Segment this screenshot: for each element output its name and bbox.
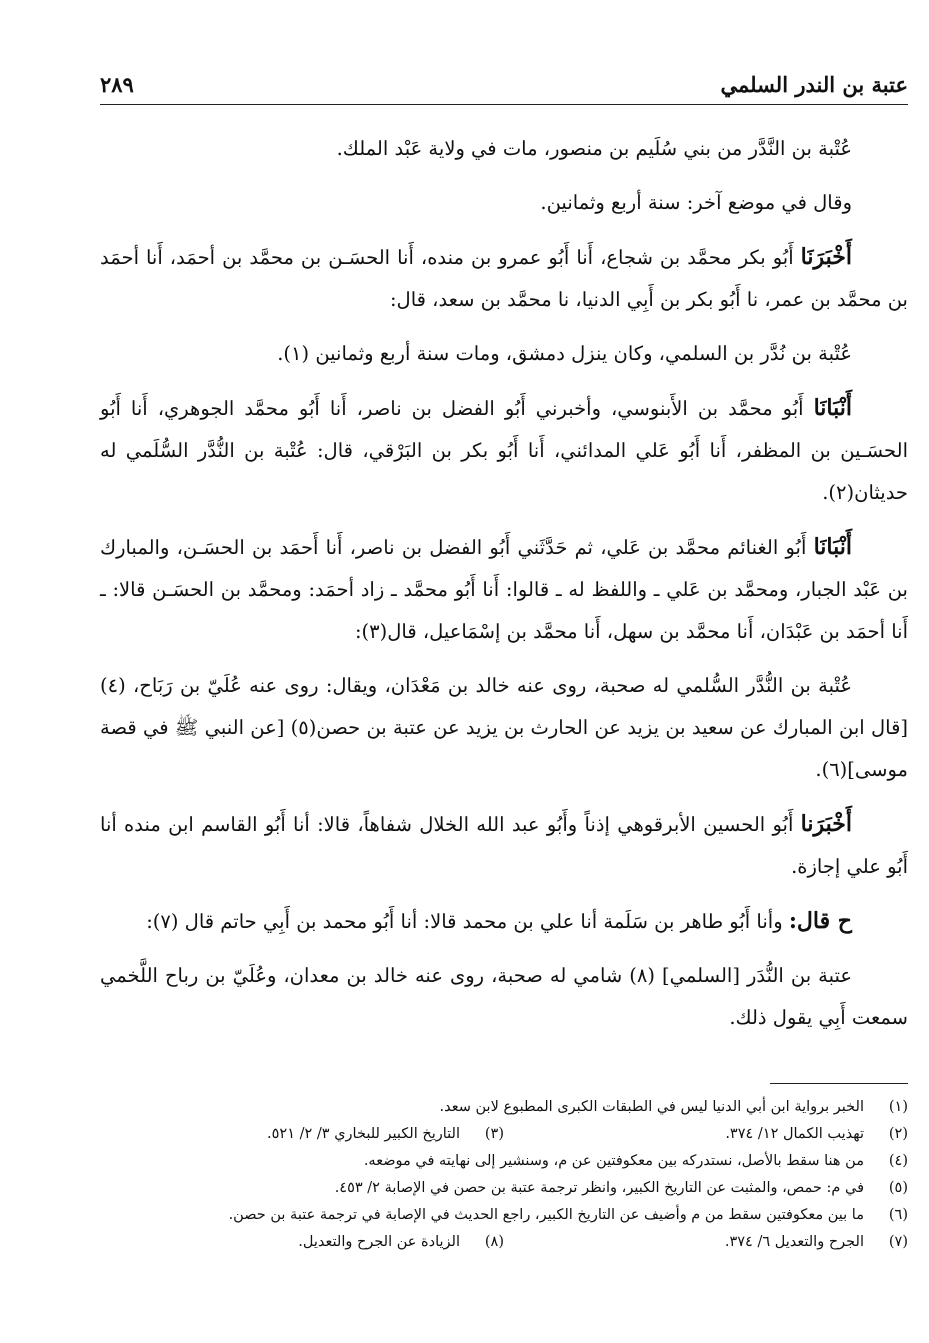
isnad-paragraph	[100, 387, 908, 514]
isnad-paragraph	[100, 900, 908, 943]
footnote-number: (٢)	[888, 1126, 908, 1142]
footnote-number: (١)	[888, 1099, 908, 1115]
footnote-text: ما بين معكوفتين سقط من م وأضيف عن التاريخ الكبير، راجع الحديث في الإصابة في ترجمة عتبة بن حصن.	[228, 1207, 864, 1223]
lead-word: أَخْبَرَنَا	[800, 244, 852, 270]
footnote-text: الزيادة عن الجرح والتعديل.	[298, 1234, 460, 1250]
paragraph	[100, 128, 908, 170]
footnote-text: الخبر برواية ابن أبي الدنيا ليس في الطبقات الكبرى المطبوع لابن سعد.	[439, 1099, 864, 1115]
isnad-paragraph	[100, 236, 908, 321]
paragraph-text: عُتْبة بن النُّدَّر السُّلمي له صحبة، روى عنه خالد بن مَعْدَان، ويقال: روى عنه عُلَيّ بن رَبَاح، (٤) [قال ابن المبارك عن سعيد بن يزيد عن الحارث بن يزيد عن عتبة بن حصن(٥) [عن النبي ﷺ في قصة موسى](٦).	[100, 674, 908, 781]
paragraph-text: أَبُو محمَّد بن الأَبنوسي، وأخبرني أَبُو الفضل بن ناصر، أَنا أَبُو محمَّد الجوهري، أَنا أَبُو الحسَـين بن المظفر، أَنا أَبُو عَلي المدائني، أَنا أَبُو بكر بن البَرْقي، قال: عُتْبة بن النُّدَّر السُّلَمي له حديثان(٢).	[100, 397, 908, 504]
footnote-text: في م: حمص، والمثبت عن التاريخ الكبير، وانظر ترجمة عتبة بن حصن في الإصابة ٢/ ٤٥٣.	[334, 1180, 864, 1196]
footnote-divider	[770, 1083, 908, 1084]
footnote	[504, 1121, 908, 1148]
footnote-text: من هنا سقط بالأصل، نستدركه بين معكوفتين عن م، وسنشير إلى نهايته في موضعه.	[363, 1153, 864, 1169]
paragraph-text: أَبُو الغنائم محمَّد بن عَلي، ثم حَدَّثَني أَبُو الفضل بن ناصر، أَنا أَحمَد بن الحسَـن، والمبارك بن عَبْد الجبار، ومحمَّد بن عَلي ـ واللفظ له ـ قالوا: أَنا أَبُو محمَّد ـ زاد أحمَد: ومحمَّد بن الحسَـن قالا: ـ أَنا أحمَد بن عَبْدَان، أَنا محمَّد بن سهل، أَنا محمَّد بن إسْمَاعيل، قال(٣):	[100, 536, 908, 643]
footnote	[100, 1202, 908, 1229]
footnote-row	[100, 1229, 908, 1256]
footnote-number: (٣)	[484, 1126, 504, 1142]
footnote	[100, 1229, 504, 1256]
paragraph	[100, 333, 908, 375]
paragraph-text: وأنا أَبُو طاهر بن سَلَمة أنا علي بن محمد قالا: أنا أَبُو محمد بن أَبِي حاتم قال (٧):	[146, 910, 789, 933]
footnote-number: (٧)	[888, 1234, 908, 1250]
paragraph-text: أَبُو بكر محمَّد بن شجاع، أَنا أَبُو عمرو بن منده، أَنا الحسَـن بن محمَّد بن أحمَد، أَنا أحمَد بن محمَّد بن عمر، نا أَبُو بكر بن أَبِي الدنيا، نا محمَّد بن سعد، قال:	[100, 246, 908, 311]
paragraph	[100, 665, 908, 791]
footnote-number: (٦)	[888, 1207, 908, 1223]
footnote	[100, 1094, 908, 1121]
page-header	[100, 64, 908, 104]
lead-word: أَخْبَرَنا	[800, 811, 852, 837]
running-title: عتبة بن الندر السلمي	[720, 72, 908, 97]
lead-word: أَنْبَانَا	[813, 395, 852, 421]
footnotes	[100, 1094, 908, 1256]
footnote-number: (٤)	[888, 1153, 908, 1169]
paragraph-text: عُتْبة بن نُدَّر بن السلمي، وكان ينزل دمشق، ومات سنة أربع وثمانين (١).	[277, 342, 852, 365]
isnad-paragraph	[100, 803, 908, 888]
lead-word: أَنْبَانَا	[813, 534, 852, 560]
main-text	[100, 128, 908, 1051]
paragraph-text: أَبُو الحسين الأبرقوهي إذناً وأَبُو عبد الله الخلال شفاهاً، قالا: أنا أَبُو القاسم ابن منده أنا أَبُو علي إجازة.	[100, 813, 908, 878]
footnote	[100, 1175, 908, 1202]
footnote-number: (٨)	[484, 1234, 504, 1250]
footnote	[504, 1229, 908, 1256]
footnote-row	[100, 1121, 908, 1148]
paragraph-text: عُتْبة بن النَّدَّر من بني سُلَيم بن منصور، مات في ولاية عَبْد الملك.	[336, 137, 852, 160]
footnote-text: تهذيب الكمال ١٢/ ٣٧٤.	[725, 1126, 864, 1142]
paragraph	[100, 182, 908, 224]
footnote	[100, 1121, 504, 1148]
paragraph-text: وقال في موضع آخر: سنة أربع وثمانين.	[540, 191, 852, 214]
footnote-text: التاريخ الكبير للبخاري ٣/ ٢/ ٥٢١.	[267, 1126, 460, 1142]
footnote-number: (٥)	[888, 1180, 908, 1196]
isnad-paragraph	[100, 526, 908, 653]
footnote	[100, 1148, 908, 1175]
page-number: ٢٨٩	[100, 72, 134, 97]
header-divider	[100, 104, 908, 105]
footnote-text: الجرح والتعديل ٦/ ٣٧٤.	[724, 1234, 864, 1250]
paragraph	[100, 955, 908, 1039]
lead-word: ح قال:	[788, 908, 852, 934]
paragraph-text: عتبة بن النُّدَر [السلمي] (٨) شامي له صحبة، روى عنه خالد بن معدان، وعُلَيّ بن رباح اللَّخمي سمعت أَبِي يقول ذلك.	[100, 964, 908, 1029]
